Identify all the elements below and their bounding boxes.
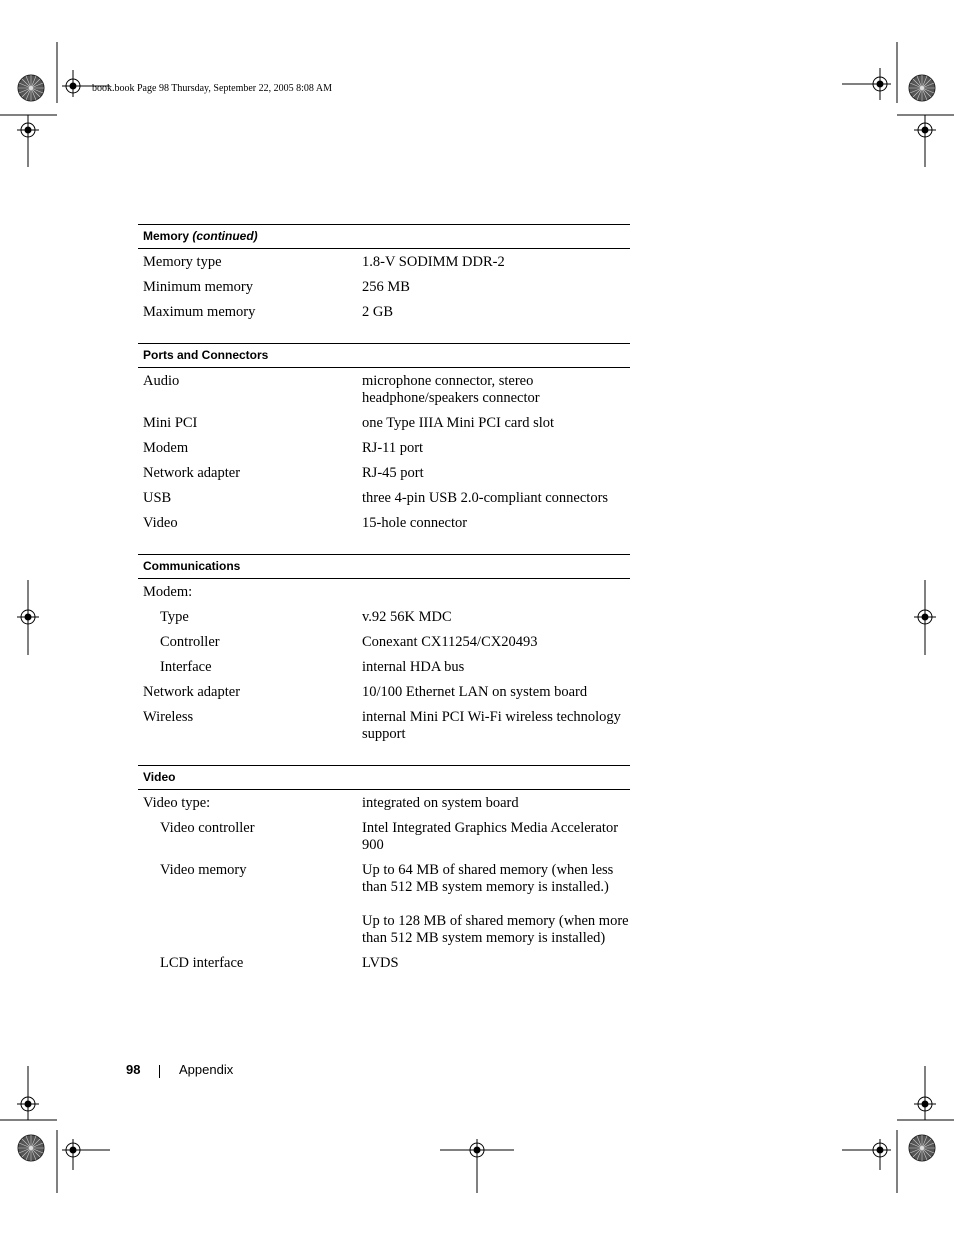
spec-label: Network adapter: [143, 684, 241, 700]
spec-row: [138, 655, 630, 680]
spec-row: [138, 250, 630, 275]
spec-row: [138, 300, 630, 325]
spec-value: [362, 684, 630, 701]
spec-label: Memory type: [143, 254, 222, 270]
spec-value: [362, 862, 630, 947]
spec-value-text: internal HDA bus: [362, 659, 465, 675]
spec-row: [138, 275, 630, 300]
spec-value-text: RJ-11 port: [362, 440, 424, 456]
spec-value: [362, 304, 630, 321]
spec-label: Video: [143, 515, 178, 531]
section-heading: [138, 224, 630, 249]
section-title: Ports and Connectors: [143, 348, 269, 362]
print-slug: book.book Page 98 Thursday, September 22, 2005 8:08 AM: [92, 83, 332, 94]
spec-value-text: 15-hole connector: [362, 515, 468, 531]
spec-row: [138, 511, 630, 536]
spec-value-text: three 4-pin USB 2.0-compliant connectors: [362, 490, 609, 506]
section-title: Communications: [143, 559, 241, 573]
spec-row: [138, 816, 630, 858]
spec-row: [138, 680, 630, 705]
spec-value: [362, 415, 630, 432]
spec-row: [138, 411, 630, 436]
section-heading: [138, 765, 630, 790]
spec-row: [138, 951, 630, 976]
spec-value: [362, 465, 630, 482]
spec-label: Mini PCI: [143, 415, 198, 431]
spec-section: [138, 224, 630, 325]
spec-value: [362, 440, 630, 457]
spec-value: [362, 584, 630, 601]
spec-row: [138, 461, 630, 486]
spec-label: Network adapter: [143, 465, 241, 481]
spec-value-text: Up to 64 MB of shared memory (when less than 512 MB system memory is installed.): [362, 862, 614, 895]
spec-label: Minimum memory: [143, 279, 253, 295]
spec-value-text: Up to 128 MB of shared memory (when more than 512 MB system memory is installed): [362, 913, 629, 946]
spec-label: Video type:: [143, 795, 211, 811]
spec-value: [362, 490, 630, 507]
spec-label: Controller: [160, 634, 220, 650]
spec-value: [362, 373, 630, 407]
spec-label: Audio: [143, 373, 180, 389]
spec-value: [362, 609, 630, 626]
spec-value: [362, 279, 630, 296]
spec-value-text: 10/100 Ethernet LAN on system board: [362, 684, 588, 700]
spec-table: [138, 224, 630, 994]
section-heading: [138, 343, 630, 368]
spec-row: [138, 580, 630, 605]
spec-label: Type: [160, 609, 189, 625]
spec-value-text: microphone connector, stereo headphone/speakers connector: [362, 373, 540, 406]
spec-label: Modem:: [143, 584, 193, 600]
spec-label: Wireless: [143, 709, 194, 725]
spec-value: [362, 820, 630, 854]
spec-value-text: one Type IIIA Mini PCI card slot: [362, 415, 555, 431]
spec-value-text: RJ-45 port: [362, 465, 424, 481]
spec-label: Interface: [160, 659, 212, 675]
spec-value: [362, 709, 630, 743]
spec-section: [138, 343, 630, 536]
spec-label: Maximum memory: [143, 304, 256, 320]
spec-section: [138, 554, 630, 747]
page-footer: [126, 1062, 234, 1077]
spec-value-text: LVDS: [362, 955, 399, 971]
section-title: Video: [143, 770, 176, 784]
spec-row: [138, 486, 630, 511]
section-heading: [138, 554, 630, 579]
spec-value: [362, 515, 630, 532]
spec-value-text: Conexant CX11254/CX20493: [362, 634, 538, 650]
spec-value-text: Intel Integrated Graphics Media Accelerator 900: [362, 820, 619, 853]
spec-row: [138, 858, 630, 951]
spec-label: Video controller: [160, 820, 255, 836]
spec-value-text: 2 GB: [362, 304, 394, 320]
spec-value-text: 256 MB: [362, 279, 410, 295]
spec-label: Modem: [143, 440, 189, 456]
spec-value-text: internal Mini PCI Wi-Fi wireless technology support: [362, 709, 621, 742]
spec-value: [362, 634, 630, 651]
spec-row: [138, 369, 630, 411]
spec-row: [138, 436, 630, 461]
spec-label: LCD interface: [160, 955, 244, 971]
spec-row: [138, 705, 630, 747]
footer-divider: [159, 1065, 160, 1078]
spec-value: [362, 955, 630, 972]
spec-label: USB: [143, 490, 172, 506]
section-title: Memory: [143, 229, 190, 243]
spec-value: [362, 795, 630, 812]
page-number: 98: [126, 1062, 141, 1077]
section-title-suffix: (continued): [192, 229, 258, 243]
spec-value-text: 1.8-V SODIMM DDR-2: [362, 254, 505, 270]
spec-value: [362, 254, 630, 271]
spec-row: [138, 791, 630, 816]
spec-value-text: v.92 56K MDC: [362, 609, 452, 625]
spec-value-text: integrated on system board: [362, 795, 519, 811]
spec-row: [138, 630, 630, 655]
spec-row: [138, 605, 630, 630]
spec-section: [138, 765, 630, 976]
spec-value: [362, 659, 630, 676]
spec-label: Video memory: [160, 862, 247, 878]
footer-title: Appendix: [179, 1062, 234, 1077]
